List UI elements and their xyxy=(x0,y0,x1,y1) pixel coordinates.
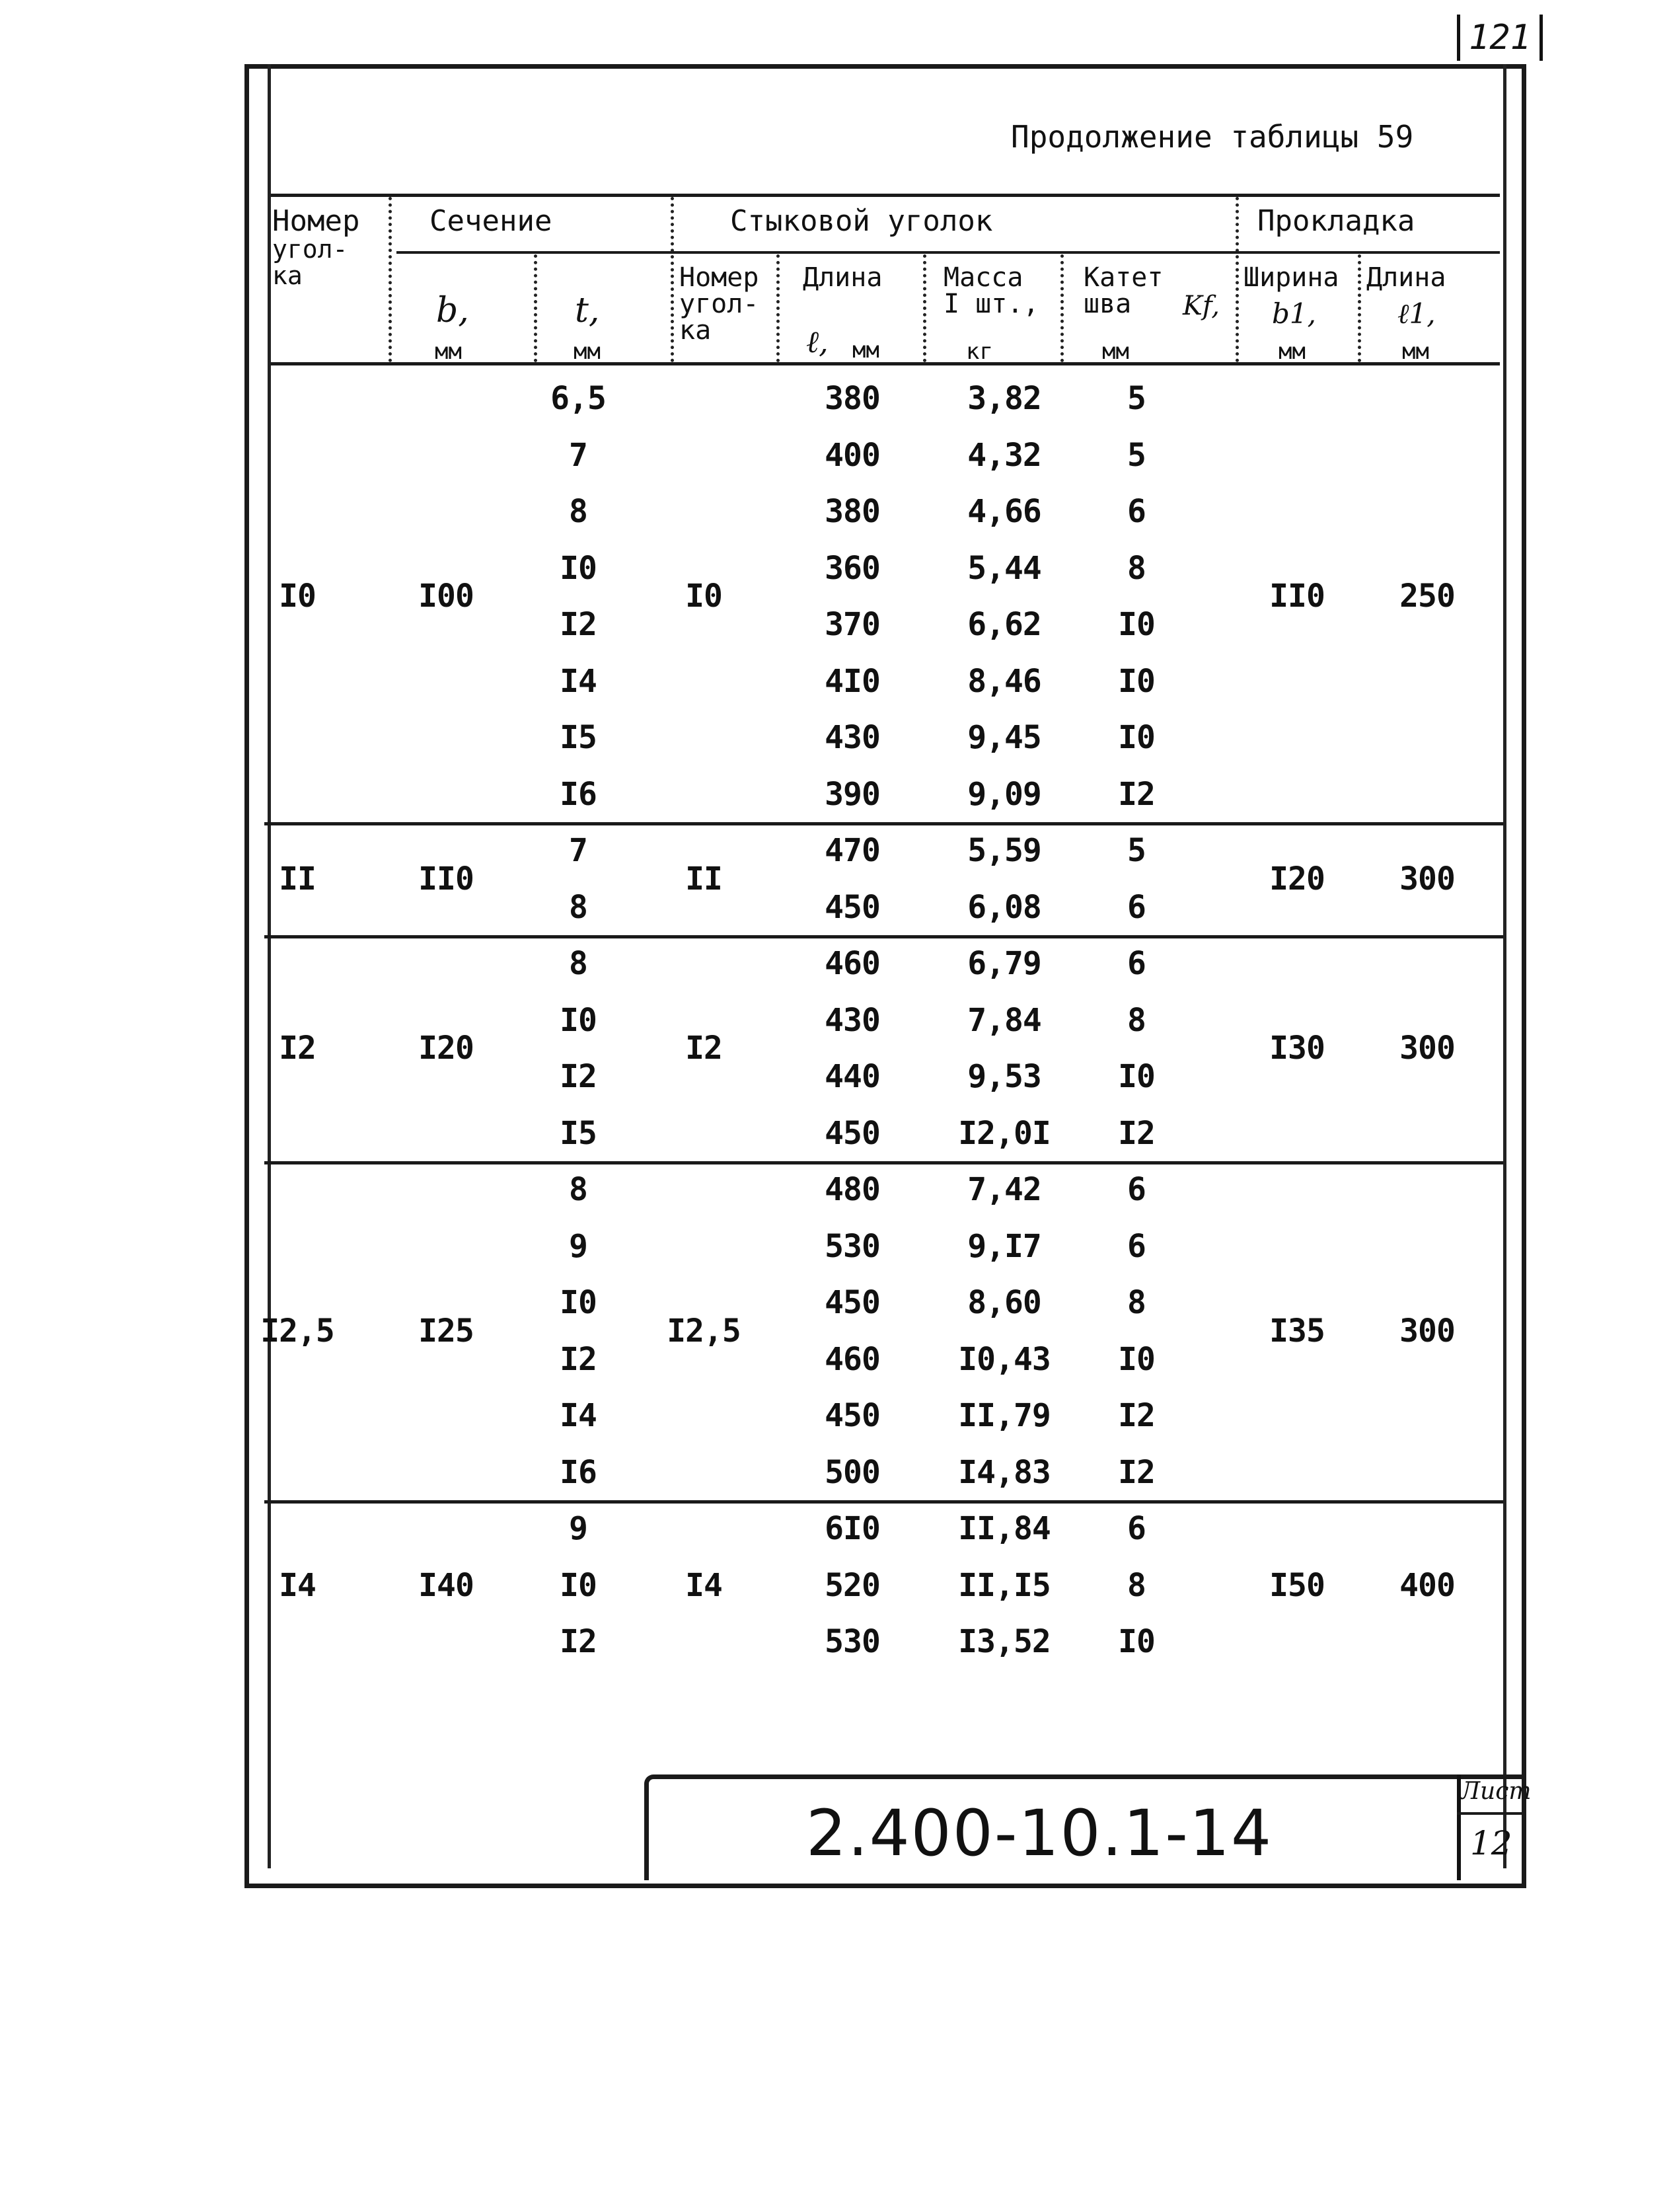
page-number: 121 xyxy=(1457,15,1543,61)
sheet-number: 12 xyxy=(1470,1824,1512,1862)
cell-t: I4 xyxy=(560,1397,597,1434)
group-separator xyxy=(264,935,1503,938)
cell-k: 6 xyxy=(1127,888,1146,926)
cell-k: 6 xyxy=(1127,1227,1146,1265)
group-b: II0 xyxy=(418,860,474,897)
cell-t: 6,5 xyxy=(550,380,606,417)
cell-k: I0 xyxy=(1118,662,1155,700)
cell-t: I6 xyxy=(560,775,597,813)
group-dlina: 300 xyxy=(1399,1312,1455,1350)
cell-l: 380 xyxy=(825,493,880,530)
cell-l: 400 xyxy=(825,436,880,474)
group-separator xyxy=(264,822,1503,825)
col-sep xyxy=(671,197,674,362)
cell-t: I2 xyxy=(560,1340,597,1378)
cell-m: I3,52 xyxy=(958,1623,1051,1660)
header-shirina: Ширина xyxy=(1243,262,1339,293)
cell-k: I0 xyxy=(1118,1340,1155,1378)
cell-t: I0 xyxy=(560,549,597,587)
cell-l: 6I0 xyxy=(825,1510,880,1547)
cell-k: 5 xyxy=(1127,832,1146,869)
sheet-box-divider xyxy=(1457,1812,1526,1815)
cell-t: I2 xyxy=(560,1058,597,1095)
cell-k: 8 xyxy=(1127,1566,1146,1604)
cell-m: 7,84 xyxy=(967,1001,1041,1039)
header-mid-line xyxy=(396,251,1500,254)
header-stykovoy: Стыковой уголок xyxy=(730,204,993,238)
group-b: I40 xyxy=(418,1566,474,1604)
cell-m: I0,43 xyxy=(958,1340,1051,1378)
header-dlina: Длина xyxy=(803,262,883,293)
cell-t: 9 xyxy=(569,1510,587,1547)
group-nomer2: I2,5 xyxy=(667,1312,741,1350)
cell-k: I0 xyxy=(1118,719,1155,756)
cell-t: I0 xyxy=(560,1284,597,1321)
col-sep xyxy=(1060,254,1064,362)
group-shirina: I30 xyxy=(1269,1030,1325,1067)
cell-t: I2 xyxy=(560,606,597,643)
header-b1-symbol: b1, xyxy=(1272,297,1316,330)
cell-t: 8 xyxy=(569,1171,587,1208)
cell-l: 470 xyxy=(825,832,880,869)
header-l-symbol: ℓ, xyxy=(806,324,829,360)
group-shirina: II0 xyxy=(1269,578,1325,615)
cell-t: I5 xyxy=(560,719,597,756)
col-sep xyxy=(389,197,392,362)
group-nomer: I0 xyxy=(279,578,316,615)
header-l-unit: мм xyxy=(852,337,879,363)
header-t-symbol: t, xyxy=(575,291,600,330)
cell-k: I2 xyxy=(1118,1453,1155,1491)
cell-k: 8 xyxy=(1127,1284,1146,1321)
cell-m: 9,45 xyxy=(967,719,1041,756)
document-code: 2.400-10.1-14 xyxy=(806,1796,1273,1870)
group-dlina: 300 xyxy=(1399,1030,1455,1067)
group-shirina: I50 xyxy=(1269,1566,1325,1604)
cell-k: 5 xyxy=(1127,380,1146,417)
cell-l: 450 xyxy=(825,888,880,926)
cell-t: I5 xyxy=(560,1114,597,1152)
cell-l: 480 xyxy=(825,1171,880,1208)
group-nomer2: II xyxy=(685,860,722,897)
group-shirina: I20 xyxy=(1269,860,1325,897)
cell-l: 450 xyxy=(825,1284,880,1321)
header-t-unit: мм xyxy=(574,338,601,365)
cell-t: I0 xyxy=(560,1566,597,1604)
group-nomer: I2 xyxy=(279,1030,316,1067)
cell-k: I0 xyxy=(1118,1623,1155,1660)
cell-m: II,I5 xyxy=(958,1566,1051,1604)
cell-t: 8 xyxy=(569,493,587,530)
group-separator xyxy=(264,1161,1503,1164)
cell-l: 450 xyxy=(825,1397,880,1434)
cell-t: 9 xyxy=(569,1227,587,1265)
cell-l: 4I0 xyxy=(825,662,880,700)
cell-k: I0 xyxy=(1118,606,1155,643)
header-l1-unit: мм xyxy=(1402,338,1429,365)
cell-k: 6 xyxy=(1127,945,1146,982)
cell-m: 9,I7 xyxy=(967,1227,1041,1265)
cell-m: 9,09 xyxy=(967,775,1041,813)
cell-m: II,84 xyxy=(958,1510,1051,1547)
group-b: I00 xyxy=(418,578,474,615)
cell-m: 6,08 xyxy=(967,888,1041,926)
group-b: I20 xyxy=(418,1030,474,1067)
group-dlina: 300 xyxy=(1399,860,1455,897)
cell-t: 8 xyxy=(569,888,587,926)
cell-m: 5,44 xyxy=(967,549,1041,587)
header-dlina2: Длина xyxy=(1366,262,1446,293)
group-nomer: I4 xyxy=(279,1566,316,1604)
group-nomer2: I4 xyxy=(685,1566,722,1604)
cell-k: I2 xyxy=(1118,1114,1155,1152)
cell-t: I0 xyxy=(560,1001,597,1039)
header-nomer2: Номер угол- ка xyxy=(679,262,759,346)
group-b: I25 xyxy=(418,1312,474,1350)
header-b-unit: мм xyxy=(435,338,462,365)
header-b1-unit: мм xyxy=(1279,338,1306,365)
cell-l: 530 xyxy=(825,1227,880,1265)
group-dlina: 400 xyxy=(1399,1566,1455,1604)
cell-k: I2 xyxy=(1118,775,1155,813)
cell-m: 8,60 xyxy=(967,1284,1041,1321)
header-sechenie: Сечение xyxy=(429,204,552,238)
header-massa: Масса I шт., xyxy=(944,262,1039,319)
cell-t: I4 xyxy=(560,662,597,700)
cell-m: 4,66 xyxy=(967,493,1041,530)
header-nomer: Номер угол- ка xyxy=(272,204,360,291)
header-katet: Катет шва xyxy=(1084,262,1164,319)
cell-l: 450 xyxy=(825,1114,880,1152)
col-sep xyxy=(776,254,780,362)
cell-k: 5 xyxy=(1127,436,1146,474)
cell-m: 5,59 xyxy=(967,832,1041,869)
cell-k: 6 xyxy=(1127,1171,1146,1208)
header-l1-symbol: ℓ1, xyxy=(1397,297,1436,330)
cell-k: I0 xyxy=(1118,1058,1155,1095)
cell-m: 6,62 xyxy=(967,606,1041,643)
group-nomer2: I2 xyxy=(685,1030,722,1067)
cell-k: 8 xyxy=(1127,1001,1146,1039)
cell-m: 8,46 xyxy=(967,662,1041,700)
header-kf-symbol: Kf, xyxy=(1183,291,1220,321)
cell-l: 530 xyxy=(825,1623,880,1660)
cell-l: 390 xyxy=(825,775,880,813)
cell-m: I2,0I xyxy=(958,1114,1051,1152)
cell-l: 370 xyxy=(825,606,880,643)
cell-m: 6,79 xyxy=(967,945,1041,982)
cell-k: I2 xyxy=(1118,1397,1155,1434)
cell-k: 6 xyxy=(1127,1510,1146,1547)
cell-t: 7 xyxy=(569,832,587,869)
cell-l: 440 xyxy=(825,1058,880,1095)
cell-l: 430 xyxy=(825,1001,880,1039)
cell-l: 500 xyxy=(825,1453,880,1491)
cell-m: I4,83 xyxy=(958,1453,1051,1491)
group-dlina: 250 xyxy=(1399,578,1455,615)
col-sep xyxy=(1358,254,1361,362)
header-kg-unit: кг xyxy=(966,338,993,365)
cell-l: 460 xyxy=(825,1340,880,1378)
cell-k: 6 xyxy=(1127,493,1146,530)
group-nomer: I2,5 xyxy=(260,1312,334,1350)
cell-t: I6 xyxy=(560,1453,597,1491)
cell-l: 460 xyxy=(825,945,880,982)
col-sep xyxy=(923,254,926,362)
group-nomer2: I0 xyxy=(685,578,722,615)
col-sep xyxy=(1236,197,1239,362)
cell-m: 3,82 xyxy=(967,380,1041,417)
cell-t: 8 xyxy=(569,945,587,982)
cell-k: 8 xyxy=(1127,549,1146,587)
table-subtitle: Продолжение таблицы 59 xyxy=(1011,119,1414,155)
cell-m: II,79 xyxy=(958,1397,1051,1434)
cell-m: 4,32 xyxy=(967,436,1041,474)
header-prokladka: Прокладка xyxy=(1257,204,1415,238)
cell-l: 360 xyxy=(825,549,880,587)
cell-m: 7,42 xyxy=(967,1171,1041,1208)
cell-l: 430 xyxy=(825,719,880,756)
group-separator xyxy=(264,1500,1503,1504)
group-shirina: I35 xyxy=(1269,1312,1325,1350)
cell-l: 380 xyxy=(825,380,880,417)
col-sep xyxy=(534,254,537,362)
group-nomer: II xyxy=(279,860,316,897)
header-b-symbol: b, xyxy=(436,291,469,330)
header-katet-unit: мм xyxy=(1102,338,1129,365)
cell-t: I2 xyxy=(560,1623,597,1660)
cell-t: 7 xyxy=(569,436,587,474)
sheet-label: Лист xyxy=(1460,1778,1532,1805)
cell-m: 9,53 xyxy=(967,1058,1041,1095)
cell-l: 520 xyxy=(825,1566,880,1604)
header-top-line xyxy=(271,194,1500,197)
